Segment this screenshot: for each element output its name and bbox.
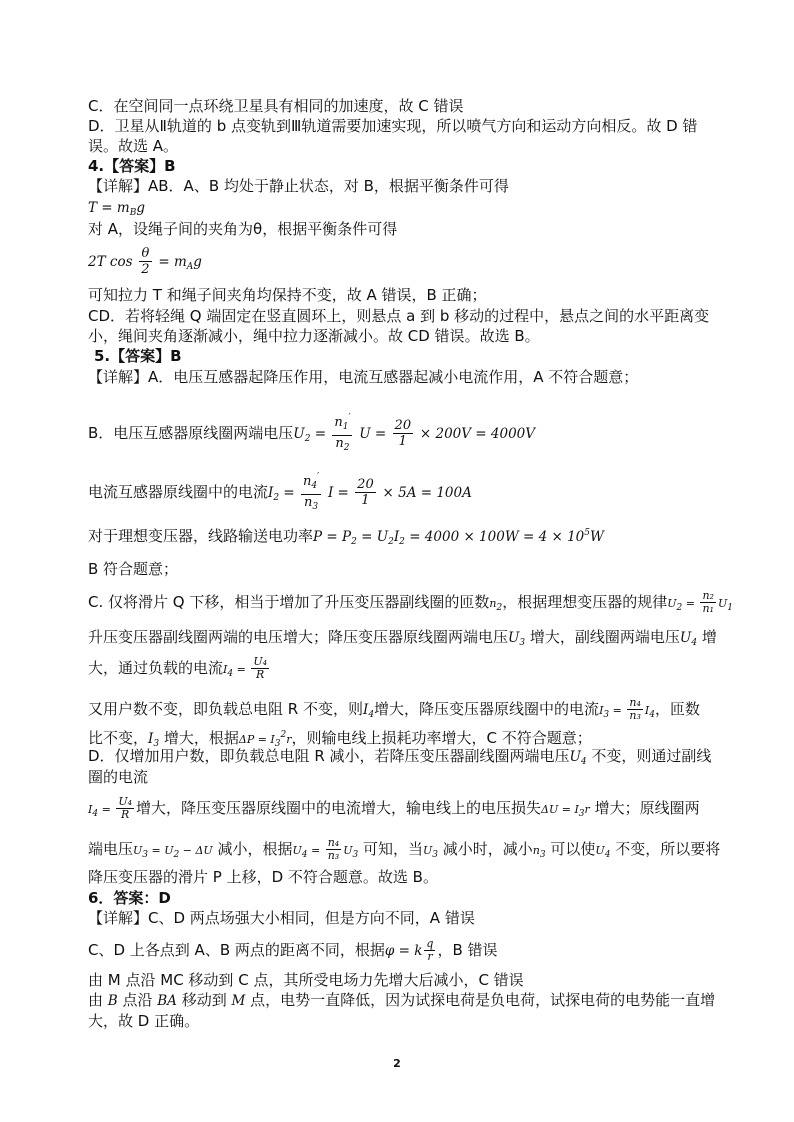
text: 大，通过负载的电流 (88, 659, 224, 677)
answer-header-q6: 6．答案：D (88, 889, 171, 907)
prime-mark: ′ (348, 413, 351, 423)
fraction-num: U₄ (253, 655, 268, 668)
formula-sub: 2 (304, 434, 311, 444)
num-var: n (334, 415, 343, 430)
formula-sup: 5 (584, 528, 590, 538)
formula: U (667, 597, 677, 610)
fraction (355, 477, 376, 508)
fraction-den: 2 (141, 262, 150, 277)
formula: = m (158, 254, 187, 270)
fraction-den (332, 436, 352, 456)
fraction (627, 697, 643, 722)
formula-line (88, 246, 202, 277)
formula: = (279, 485, 299, 501)
formula-sub: 3 (432, 850, 439, 860)
text-line: 可知拉力 T 和绳子间夹角均保持不变，故 A 错误，B 正确； (88, 286, 487, 304)
text: B．电压互感器原线圈两端电压 (88, 424, 294, 442)
formula-line (88, 590, 733, 618)
text: C、D 上各点到 A、B 两点的距离不同，根据 (88, 941, 385, 959)
den-sub: 2 (343, 443, 350, 453)
formula-sub: 3 (603, 710, 610, 720)
formula: BA (157, 993, 177, 1009)
formula-sub: 4 (92, 809, 99, 819)
text: 增 (697, 628, 717, 646)
text-line: 【详解】A．电压互感器起降压作用，电流互感器起减小电流作用，A 不符合题意； (88, 368, 639, 386)
text: 点，电势一直降低，因为试探电荷是负电荷，试探电荷的电势能一直增 (245, 991, 716, 1009)
text: 对于理想变压器，线路输送电功率 (88, 527, 314, 545)
formula: = (310, 426, 331, 442)
formula-sub: 3 (153, 739, 160, 749)
formula-line (88, 837, 720, 865)
formula: U (569, 749, 581, 765)
formula: − ΔU (179, 844, 213, 857)
formula-sub: 3 (539, 850, 546, 860)
text: 增大，根据 (159, 729, 239, 747)
fraction (301, 470, 321, 515)
formula-sub: 2 (273, 493, 280, 503)
formula-sub: 4 (649, 710, 655, 720)
prime-mark: ′ (317, 472, 320, 482)
formula: U (595, 844, 605, 857)
num-sub: 1 (342, 422, 349, 432)
formula: = (682, 597, 699, 610)
formula: U (343, 844, 353, 857)
text-line: 小，绳间夹角逐渐减小，绳中拉力逐渐减小。故 CD 错误。故选 B。 (88, 327, 540, 345)
formula-sub: 4 (227, 669, 234, 679)
formula: × 5A = 100A (382, 485, 472, 501)
fraction-num (332, 411, 352, 436)
formula: I (148, 731, 154, 747)
formula-sub: 3 (352, 850, 359, 860)
text: 增大，副线圈两端电压 (525, 628, 680, 646)
formula: g (136, 200, 145, 216)
fraction (700, 590, 716, 615)
fraction-num: 20 (357, 477, 374, 492)
text-line: 【详解】C、D 两点场强大小相同，但是方向不同，A 错误 (88, 909, 475, 927)
formula-sup: 2 (280, 730, 287, 740)
text: 不变，所以要将 (610, 840, 721, 858)
fraction-den: R (256, 668, 265, 681)
formula: = (307, 844, 324, 857)
formula: ΔU = I (541, 803, 579, 816)
page-number: 2 (393, 1057, 401, 1070)
num-var: n (303, 474, 312, 489)
text: 可知，当 (358, 840, 423, 858)
text-line: B 符合题意； (88, 560, 179, 578)
formula: I (88, 803, 93, 816)
fraction-num: n₂ (702, 589, 714, 602)
fraction (332, 411, 352, 456)
formula-line (88, 697, 700, 725)
formula-sub: 4 (604, 850, 611, 860)
text: 减小，根据 (212, 840, 293, 858)
text: ，匝数 (654, 700, 700, 718)
text: 可以使 (545, 840, 596, 858)
formula: r (584, 803, 590, 816)
den-var: n (304, 495, 313, 510)
fraction-num: θ (139, 246, 151, 262)
formula-sub: 3 (578, 809, 585, 819)
formula-sub: 1 (727, 603, 733, 613)
fraction-num (301, 470, 321, 495)
text-line: 圈的电流 (88, 768, 149, 786)
fraction-den: n₃ (629, 709, 641, 722)
formula: U (292, 844, 302, 857)
formula: I (268, 485, 274, 501)
formula: B (107, 993, 118, 1009)
formula: = (233, 663, 250, 676)
text: ，根据理想变压器的规律 (502, 593, 668, 611)
formula: P = P (313, 529, 352, 545)
text: 点沿 (117, 991, 158, 1009)
formula: U (508, 630, 520, 646)
text: 减小时，减小 (438, 840, 533, 858)
text-line: 由 M 点沿 MC 移动到 C 点，其所受电场力先增大后减小，C 错误 (88, 971, 524, 989)
formula-sub: A (186, 262, 194, 272)
formula-sub: 2 (496, 603, 503, 613)
den-sub: 3 (312, 502, 319, 512)
text: C. 仅将滑片 Q 下移，相当于增加了升压变压器副线圈的匝数 (88, 593, 490, 611)
formula-sub: 3 (274, 739, 281, 749)
formula-sub: 4 (301, 850, 308, 860)
text-line: CD．若将轻绳 Q 端固定在竖直圆环上，则悬点 a 到 b 移动的过程中，悬点之间的水平距离变 (88, 307, 710, 325)
fraction-num: 20 (394, 418, 412, 433)
formula: M (231, 993, 246, 1009)
fraction-den: R (121, 808, 130, 821)
text-line: 大，故 D 正确。 (88, 1012, 200, 1030)
fraction-den (301, 495, 321, 515)
formula-sub: 2 (676, 603, 683, 613)
text: 不变，则通过副线 (586, 747, 712, 765)
formula: n (489, 597, 497, 610)
formula-sub: 3 (142, 850, 149, 860)
fraction-num: n₄ (327, 836, 340, 849)
text-line: 降压变压器的滑片 P 上移，D 不符合题意。故选 B。 (88, 868, 438, 886)
text: 升压变压器副线圈两端的电压增大；降压变压器原线圈两端电压 (88, 628, 509, 646)
fraction (326, 837, 342, 862)
formula: φ = k (384, 943, 423, 959)
formula: ΔP = I (238, 733, 275, 746)
text: 比不变， (88, 729, 149, 747)
fraction-num: q (426, 937, 434, 950)
formula: = U (356, 529, 389, 545)
formula: I (223, 663, 228, 676)
text-line: 误。故选 A。 (88, 137, 179, 155)
text: 增大，降压变压器原线圈中的电流 (374, 700, 600, 718)
formula: U = (359, 426, 391, 442)
fraction (251, 656, 269, 681)
text: 移动到 (176, 991, 232, 1009)
formula-sub: 2 (399, 537, 405, 547)
text: D．仅增加用户数，即负载总电阻 R 减小，若降压变压器副线圈两端电压 (88, 747, 570, 765)
formula: n (532, 844, 540, 857)
formula: U (293, 426, 305, 442)
formula-line (88, 746, 711, 772)
formula-line (88, 938, 498, 963)
text-line: C．在空间同一点环绕卫星具有相同的加速度，故 C 错误 (88, 97, 464, 115)
text: ，B 错误 (437, 941, 498, 959)
formula-sub: B (129, 208, 137, 218)
text-line: 【详解】AB．A、B 均处于静止状态，对 B，根据平衡条件可得 (88, 177, 509, 195)
formula-sub: 4 (368, 710, 375, 720)
fraction (116, 796, 134, 821)
fraction (424, 938, 435, 963)
formula-line (88, 990, 715, 1011)
fraction-den: 1 (361, 493, 370, 508)
fraction-den: n₁ (702, 602, 714, 615)
formula-line (88, 796, 700, 824)
formula-sub: 4 (580, 757, 587, 767)
formula: T = m (88, 200, 130, 216)
formula-line (88, 470, 472, 515)
formula-line (88, 411, 535, 456)
text: 由 (88, 991, 108, 1009)
formula: I (599, 704, 604, 717)
fraction (139, 246, 151, 277)
formula-line (88, 656, 271, 684)
formula: = 4000 × 100W = 4 × 10 (404, 529, 585, 545)
formula: U (679, 630, 692, 646)
fraction-den: n₃ (327, 849, 340, 862)
text-line: 对 A，设绳子间的夹角为θ，根据平衡条件可得 (88, 220, 398, 238)
fraction-num: U₄ (118, 795, 132, 808)
formula: 2T cos (88, 254, 133, 270)
den-var: n (335, 436, 344, 451)
formula-line (88, 523, 604, 552)
formula-sub: 3 (519, 638, 526, 648)
formula-sub: 2 (173, 850, 180, 860)
fraction (393, 418, 414, 449)
answer-header-q4: 4.【答案】B (88, 157, 176, 175)
formula: = (98, 803, 115, 816)
formula-line (88, 627, 717, 653)
formula: I = (327, 485, 354, 501)
formula: r (286, 733, 292, 746)
formula: W (589, 529, 604, 545)
fraction-num: n₄ (629, 696, 641, 709)
text: 又用户数不变，即负载总电阻 R 不变，则 (88, 700, 363, 718)
formula: I (362, 702, 369, 718)
formula: U (423, 844, 433, 857)
text: ，则输电线上损耗功率增大，C 不符合题意； (291, 729, 592, 747)
formula-sub: 4 (691, 638, 698, 648)
formula: U (717, 597, 728, 610)
formula-sub: 2 (351, 537, 357, 547)
fraction-den: r (427, 950, 433, 963)
text: 电流互感器原线圈中的电流 (88, 483, 269, 501)
text: 端电压 (88, 840, 134, 858)
num-sub: 4 (311, 481, 318, 491)
text: 增大；原线圈两 (589, 799, 700, 817)
text-line: D．卫星从Ⅱ轨道的 b 点变轨到Ⅲ轨道需要加速实现，所以喷气方向和运动方向相反。故 D 错 (88, 117, 698, 135)
formula: I (393, 529, 400, 545)
formula: = U (148, 844, 174, 857)
formula: I (644, 704, 650, 717)
formula: U (133, 844, 143, 857)
answer-header-q5: 5.【答案】B (94, 347, 182, 365)
formula: g (193, 254, 202, 270)
formula: = (609, 704, 626, 717)
formula-sub: 2 (388, 537, 394, 547)
text: 增大，降压变压器原线圈中的电流增大，输电线上的电压损失 (136, 799, 542, 817)
formula: × 200V = 4000V (419, 426, 535, 442)
fraction-den: 1 (398, 434, 407, 449)
